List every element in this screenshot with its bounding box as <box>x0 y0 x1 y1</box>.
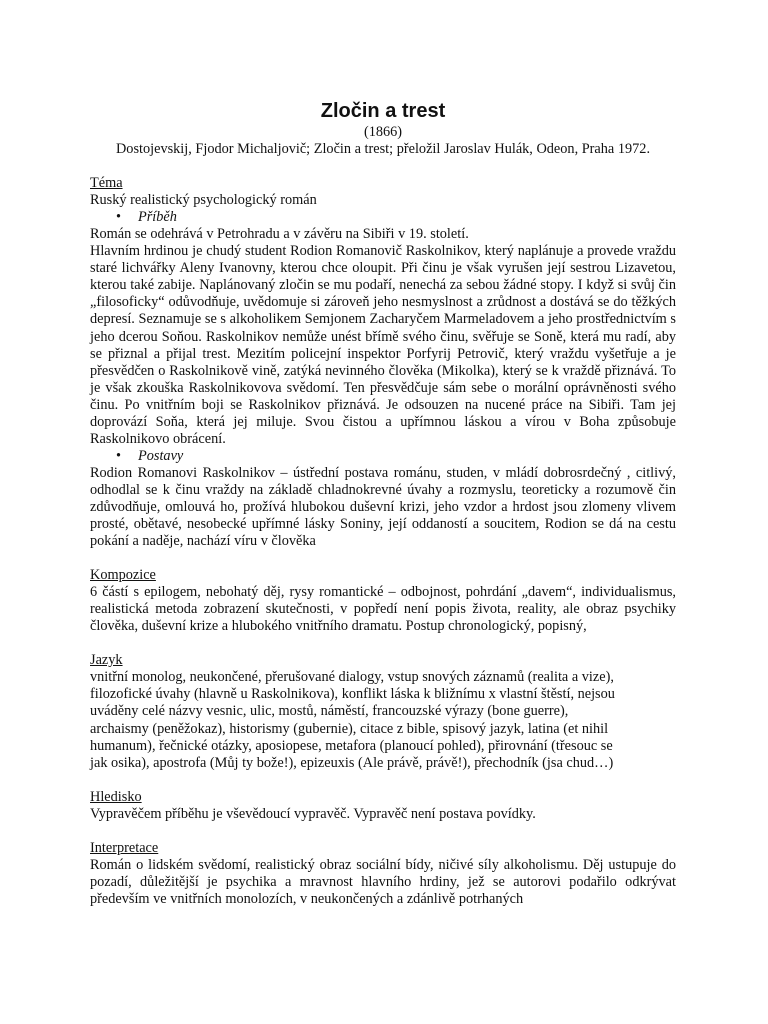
section-heading-tema: Téma <box>90 175 123 192</box>
interpretace-paragraph: Román o lidském svědomí, realistický obraz sociální bídy, ničivé síly alkoholismu. Děj ustupuje do pozadí, důležitější je psychika a mravnost hlavního hrdiny, jež se autorovi podařilo odkrývat především ve vnitřních monolozích, v neukončených a zdánlivě potrhaných <box>90 856 676 907</box>
section-heading-kompozice: Kompozice <box>90 567 156 584</box>
bullet-icon: • <box>116 209 122 226</box>
pribeh-intro: Román se odehrává v Petrohradu a v závěru na Sibiři v 19. století. <box>90 226 469 243</box>
document-title: Zločin a trest <box>320 100 446 122</box>
citation: Dostojevskij, Fjodor Michaljovič; Zločin a trest; přeložil Jaroslav Hulák, Odeon, Praha 1972. <box>115 141 651 158</box>
postavy-paragraph: Rodion Romanovi Raskolnikov – ústřední postava románu, studen, v mládí dobrosrdečný , citlivý, odhodlal se k činu vraždy na základě chladnokrevné úvahy a rozmyslu, teoreticky a rozumově čin zdůvodňuje, omlouvá ho, prožívá hlubokou duševní krizi, jeho vzdor a hrdost jsou zlomeny vlivem prosté, obětavé, nesobecké upřímné lásky Soniny, její oddaností a soucitem, Rodion se dá na cestu pokání a naděje, nachází víru v člověka <box>90 464 676 550</box>
section-heading-jazyk: Jazyk <box>90 652 123 669</box>
jazyk-line: vnitřní monolog, neukončené, přerušované dialogy, vstup snových záznamů (realita a vize), <box>90 669 614 686</box>
jazyk-line: jak osika), apostrofa (Můj ty bože!), epizeuxis (Ale právě, právě!), přechodník (jsa chud…) <box>90 754 614 771</box>
kompozice-paragraph: 6 částí s epilogem, nebohatý děj, rysy romantické – odbojnost, pohrdání „davem“, individualismus, realistická metoda zobrazení skutečnosti, v popředí není popis života, reality, ale obraz psychiky člověka, duševní krize a hlubokého vnitřního dramatu. Postup chronologický, popisný, <box>90 584 676 635</box>
publication-year: (1866) <box>363 124 403 140</box>
tema-line: Ruský realistický psychologický román <box>90 192 317 209</box>
jazyk-line: humanum), řečnické otázky, aposiopese, metafora (planoucí pohled), přirovnání (třesouc se <box>90 737 613 754</box>
section-heading-interpretace: Interpretace <box>90 839 159 856</box>
bullet-icon: • <box>116 447 122 464</box>
section-heading-hledisko: Hledisko <box>90 788 142 805</box>
bullet-postavy <box>90 448 676 465</box>
jazyk-line: filozofické úvahy (hlavně u Raskolnikova), konflikt láska k bližnímu x vlastní štěstí, nejsou <box>90 686 615 703</box>
bullet-pribeh <box>90 209 676 226</box>
bullet-label-postavy: Postavy <box>138 447 184 464</box>
pribeh-paragraph: Hlavním hrdinou je chudý student Rodion Romanovič Raskolnikov, který naplánuje a provede vraždu staré lichvářky Aleny Ivanovny, kterou chce oloupit. Při činu je však vyrušen její sestrou Lizavetou, kterou také zabije. Naplánovaný zločin se mu podaří, nenechá za sebou žádné stopy. I když si svůj čin „filosoficky“ odůvodňuje, uvědomuje si zároveň jeho nesmyslnost a zrůdnost a dostává se do těžkých depresí. Seznamuje se s alkoholikem Semjonem Zacharyčem Marmeladovem a jeho prostřednictvím s jeho dcerou Soňou. Raskolnikov nemůže unést břímě svého činu, svěřuje se Soně, která mu radí, aby se přiznal a přijal trest. Mezitím policejní inspektor Porfyrij Petrovič, který vraždu vyšetřuje a je přesvědčen o Raskolnikově vině, zatýká nevinného člověka (Mikolka), který se k vraždě přiznává. To je však zkouška Raskolnikovova svědomí. Ten přesvědčuje sám sebe o morální oprávněnosti svého činu. Po vnitřním boji se Raskolnikov přiznává. Je odsouzen na nucené práce na Sibiři. Tam jej doprovází Soňa, která jej miluje. Svou čistou a upřímnou láskou a vírou v Boha způsobuje Raskolnikovo obrácení. <box>90 243 676 447</box>
jazyk-line: uváděny celé názvy vesnic, ulic, mostů, náměstí, francouzské výrazy (bone guerre), <box>90 703 569 720</box>
document-body <box>90 98 676 908</box>
hledisko-paragraph: Vypravěčem příběhu je vševědoucí vypravěč. Vypravěč není postava povídky. <box>90 805 536 822</box>
jazyk-line: archaismy (peněžokaz), historismy (gubernie), citace z bible, spisový jazyk, latina (et nihil <box>90 720 609 737</box>
bullet-label-pribeh: Příběh <box>138 209 177 226</box>
